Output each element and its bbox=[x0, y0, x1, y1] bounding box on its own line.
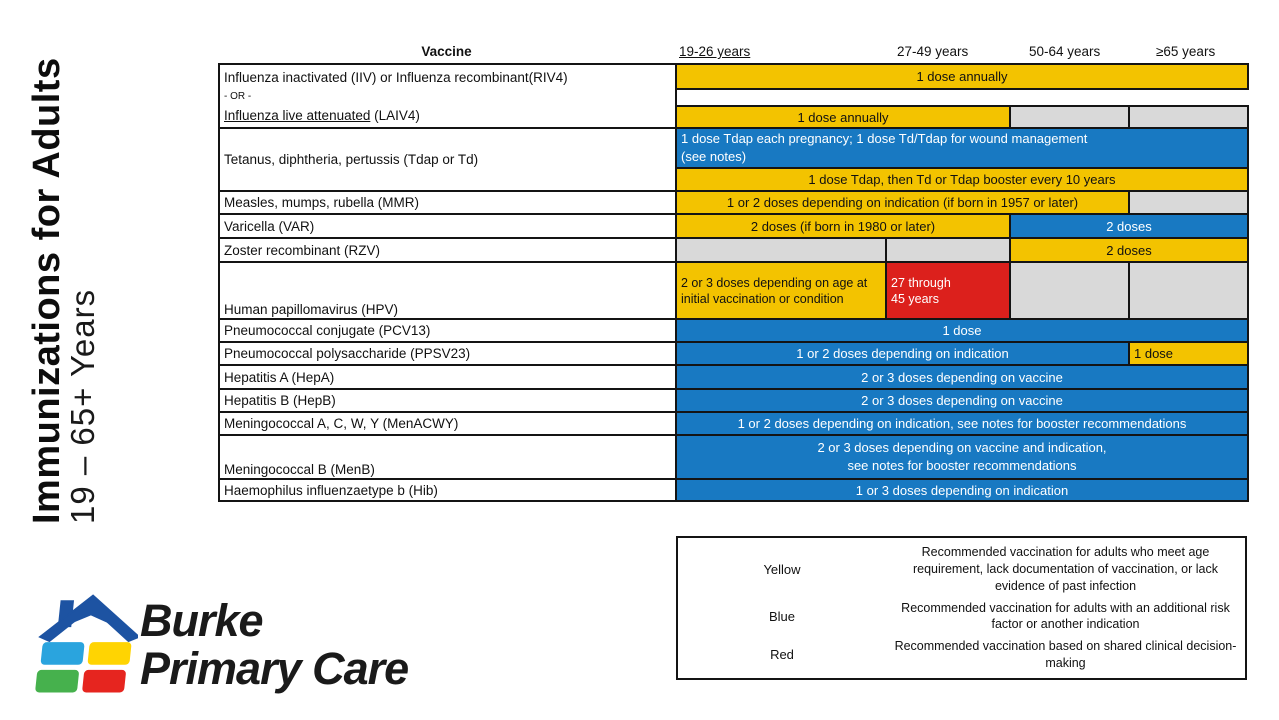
hpv-red-line2: 45 years bbox=[891, 291, 939, 306]
legend-label-red: Red bbox=[770, 647, 794, 663]
tdap-pregnancy-line1: 1 dose Tdap each pregnancy; 1 dose Td/Tdap for wound management bbox=[681, 130, 1088, 146]
cell-hib-all-ages: 1 or 3 doses depending on indication bbox=[676, 479, 1248, 501]
legend-row-red bbox=[678, 638, 1245, 672]
vaccine-cell-menb: Meningococcal B (MenB) bbox=[219, 435, 676, 479]
logo-square-green bbox=[35, 670, 79, 693]
cell-laiv-65-gray bbox=[1129, 106, 1248, 128]
cell-mmr-19-64: 1 or 2 doses depending on indication (if born in 1957 or later) bbox=[676, 191, 1129, 214]
vaccine-label-or: - OR - bbox=[224, 91, 252, 102]
row-hepb bbox=[219, 389, 1248, 412]
page-title: Immunizations for Adults bbox=[26, 57, 68, 524]
vaccine-cell-hib: Haemophilus influenzaetype b (Hib) bbox=[219, 479, 676, 501]
page-subtitle: 19 – 65+ Years bbox=[64, 288, 101, 524]
legend-desc-red: Recommended vaccination based on shared clinical decision-making bbox=[894, 638, 1237, 670]
cell-tdap-pregnancy bbox=[676, 128, 1248, 168]
legend-desc-blue: Recommended vaccination for adults with an additional risk factor or another indication bbox=[901, 600, 1230, 632]
cell-mmr-65-gray bbox=[1129, 191, 1248, 214]
header-age-27-49: 27-49 years bbox=[897, 44, 969, 59]
logo-roof bbox=[38, 594, 138, 642]
vaccine-cell-ppsv23: Pneumococcal polysaccharide (PPSV23) bbox=[219, 342, 676, 365]
cell-ppsv23-65: 1 dose bbox=[1129, 342, 1248, 365]
row-hib bbox=[219, 479, 1248, 501]
row-menacwy bbox=[219, 412, 1248, 435]
burke-house-logo-icon bbox=[34, 580, 138, 706]
hpv-red-line1: 27 through bbox=[891, 275, 951, 290]
header-age-19-26: 19-26 years bbox=[679, 44, 751, 59]
vaccine-cell-hepb: Hepatitis B (HepB) bbox=[219, 389, 676, 412]
vaccine-cell-tetanus: Tetanus, diphtheria, pertussis (Tdap or Td) bbox=[219, 128, 676, 191]
cell-laiv-19-49: 1 dose annually bbox=[676, 106, 1010, 128]
header-vaccine: Vaccine bbox=[421, 44, 472, 59]
cell-menb-all-ages bbox=[676, 435, 1248, 479]
legend-label-blue: Blue bbox=[768, 608, 796, 624]
vaccine-cell-influenza bbox=[219, 64, 676, 128]
cell-var-50-65: 2 doses bbox=[1010, 214, 1248, 238]
menb-line2: see notes for booster recommendations bbox=[847, 458, 1077, 473]
logo-word-primary-care: Primary Care bbox=[140, 643, 409, 694]
cell-tdap-booster: 1 dose Tdap, then Td or Tdap booster every 10 years bbox=[676, 168, 1248, 191]
row-varicella bbox=[219, 214, 1248, 238]
burke-primary-care-wordmark bbox=[140, 597, 408, 693]
cell-var-19-49: 2 doses (if born in 1980 or later) bbox=[676, 214, 1010, 238]
immunization-schedule-table bbox=[218, 63, 1249, 502]
logo-square-yellow bbox=[87, 642, 131, 665]
cell-pcv13-all-ages: 1 dose bbox=[676, 319, 1248, 342]
cell-ppsv23-19-64: 1 or 2 doses depending on indication bbox=[676, 342, 1129, 365]
row-zoster bbox=[219, 238, 1248, 262]
cell-hepa-all-ages: 2 or 3 doses depending on vaccine bbox=[676, 365, 1248, 389]
row-menb bbox=[219, 435, 1248, 479]
vaccine-cell-zoster: Zoster recombinant (RZV) bbox=[219, 238, 676, 262]
color-legend bbox=[676, 536, 1247, 680]
logo-square-lightblue bbox=[40, 642, 84, 665]
vaccine-cell-varicella: Varicella (VAR) bbox=[219, 214, 676, 238]
menb-line1: 2 or 3 doses depending on vaccine and indication, bbox=[817, 439, 1107, 455]
laiv-suffix-text: (LAIV4) bbox=[370, 108, 420, 123]
row-mmr bbox=[219, 191, 1248, 214]
legend-row-yellow bbox=[678, 544, 1245, 595]
header-age-50-64: 50-64 years bbox=[1029, 44, 1101, 59]
legend-desc-yellow: Recommended vaccination for adults who meet age requirement, lack documentation of vaccination, or lack evidence of past infection bbox=[912, 545, 1219, 594]
row-influenza-iiv bbox=[219, 64, 1248, 89]
cell-iiv-all-ages: 1 dose annually bbox=[676, 64, 1248, 89]
header-age-65plus: ≥65 years bbox=[1156, 44, 1216, 59]
tdap-pregnancy-line2: (see notes) bbox=[681, 149, 747, 164]
table-header-row bbox=[218, 40, 1247, 63]
vaccine-cell-hpv: Human papillomavirus (HPV) bbox=[219, 262, 676, 319]
legend-row-blue bbox=[678, 600, 1245, 634]
cell-laiv-50-64-gray bbox=[1010, 106, 1129, 128]
cell-rzv-27-49-gray bbox=[886, 238, 1010, 262]
row-ppsv23 bbox=[219, 342, 1248, 365]
cell-or-spacer bbox=[676, 89, 1248, 106]
row-hepa bbox=[219, 365, 1248, 389]
cell-hpv-65-gray bbox=[1129, 262, 1248, 319]
row-pcv13 bbox=[219, 319, 1248, 342]
vaccine-cell-mmr: Measles, mumps, rubella (MMR) bbox=[219, 191, 676, 214]
cell-hpv-19-26: 2 or 3 doses depending on age at initial vaccination or condition bbox=[676, 262, 886, 319]
cell-hpv-27-45 bbox=[886, 262, 1010, 319]
vaccine-cell-pcv13: Pneumococcal conjugate (PCV13) bbox=[219, 319, 676, 342]
legend-label-yellow: Yellow bbox=[763, 562, 801, 578]
cell-rzv-19-26-gray bbox=[676, 238, 886, 262]
row-tetanus-pregnancy bbox=[219, 128, 1248, 168]
row-hpv bbox=[219, 262, 1248, 319]
cell-hepb-all-ages: 2 or 3 doses depending on vaccine bbox=[676, 389, 1248, 412]
vaccine-cell-hepa: Hepatitis A (HepA) bbox=[219, 365, 676, 389]
laiv-underlined-text: Influenza live attenuated bbox=[224, 108, 371, 123]
logo-word-burke: Burke bbox=[140, 595, 263, 646]
logo-square-red bbox=[82, 670, 126, 693]
cell-rzv-50-65: 2 doses bbox=[1010, 238, 1248, 262]
cell-hpv-50-64-gray bbox=[1010, 262, 1129, 319]
vaccine-label-influenza-iiv: Influenza inactivated (IIV) or Influenza recombinant(RIV4) bbox=[224, 70, 568, 85]
vaccine-cell-menacwy: Meningococcal A, C, W, Y (MenACWY) bbox=[219, 412, 676, 435]
cell-menacwy-all-ages: 1 or 2 doses depending on indication, see notes for booster recommendations bbox=[676, 412, 1248, 435]
vaccine-label-influenza-laiv bbox=[224, 105, 671, 126]
